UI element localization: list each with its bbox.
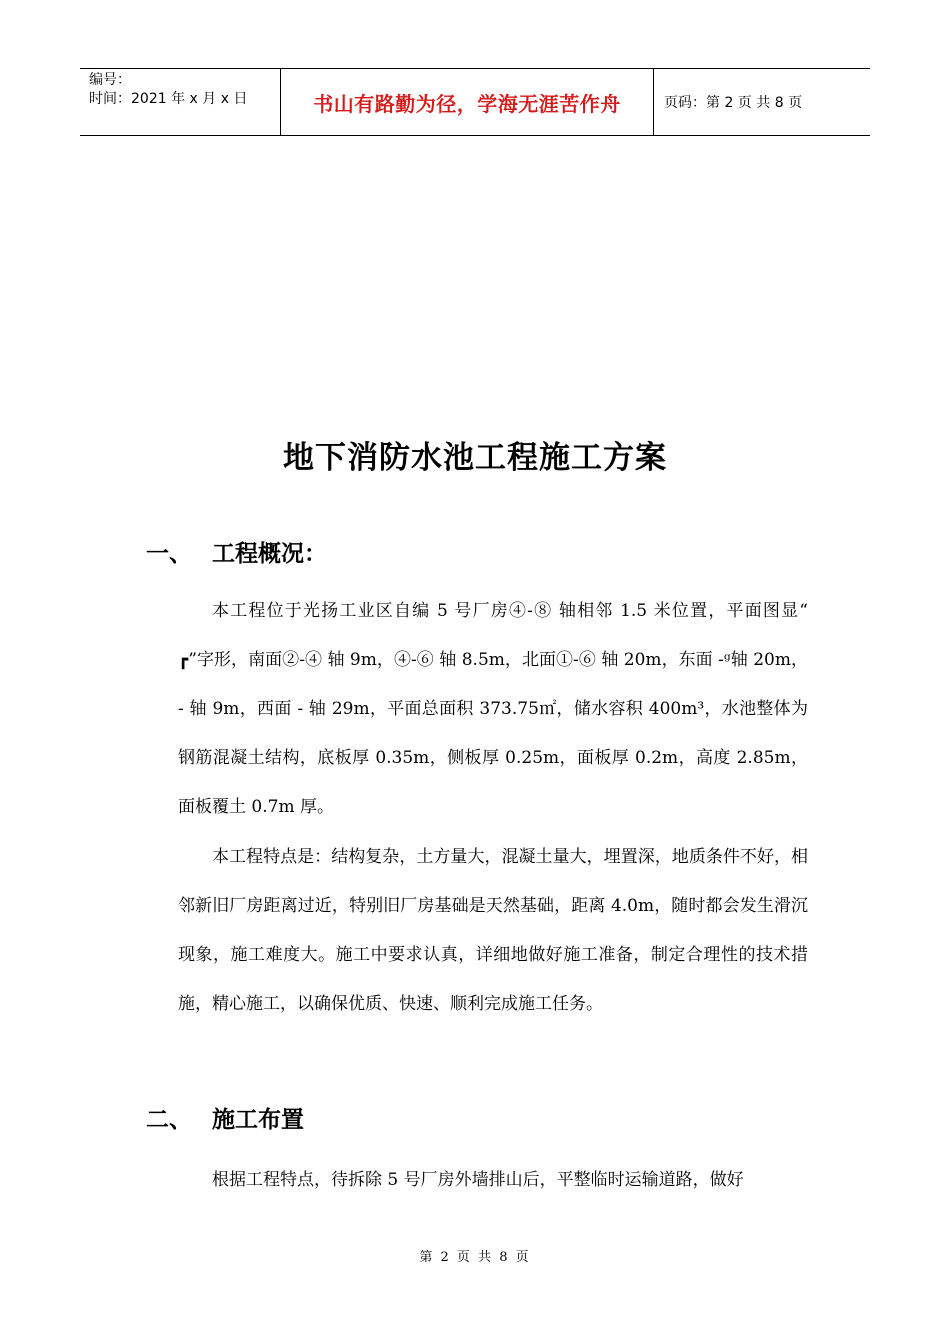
section-number: 二、 [146, 1107, 192, 1133]
section-heading-overview [146, 535, 327, 568]
document-number-label: 编号： [89, 72, 131, 88]
section-heading-layout [146, 1101, 304, 1134]
page-header [80, 68, 870, 136]
section-number: 一、 [146, 541, 192, 567]
header-motto: 书山有路勤为径，学海无涯苦作舟 [281, 69, 654, 135]
document-title: 地下消防水池工程施工方案 [283, 440, 667, 476]
section-title: 施工布置 [212, 1107, 304, 1133]
paragraph-overview-1: 本工程位于光扬工业区自编 5 号厂房④-⑧ 轴相邻 1.5 米位置，平面图显“ ┏”字形，南面②-④ 轴 9m，④-⑥ 轴 8.5m，北面①-⑥ 轴 20m，东面 -ᵍ轴 20m， - 轴 9m，西面 - 轴 29m，平面总面积 373.75㎡，储水容积 400m³，水池整体为钢筋混凝土结构，底板厚 0.35m，侧板厚 0.25m，面板厚 0.2m，高度 2.85m，面板覆土 0.7m 厚。 [178, 601, 808, 817]
header-meta [80, 69, 281, 135]
paragraph-overview-2: 本工程特点是：结构复杂，土方量大，混凝土量大，埋置深，地质条件不好，相邻新旧厂房距离过近，特别旧厂房基础是天然基础，距离 4.0m，随时都会发生滑沉现象，施工难度大。施工中要求认真，详细地做好施工准备，制定合理性的技术措施，精心施工，以确保优质、快速、顺利完成施工任务。 [178, 847, 808, 1014]
document-date-label: 时间：2021 年 x 月 x 日 [89, 91, 248, 107]
paragraph-layout-1: 根据工程特点，待拆除 5 号厂房外墙排山后，平整临时运输道路，做好 [212, 1170, 744, 1190]
section-title: 工程概况： [212, 541, 327, 567]
page-footer: 第 2 页 共 8 页 [419, 1250, 531, 1265]
header-page-number: 页码：第 2 页 共 8 页 [664, 95, 803, 111]
